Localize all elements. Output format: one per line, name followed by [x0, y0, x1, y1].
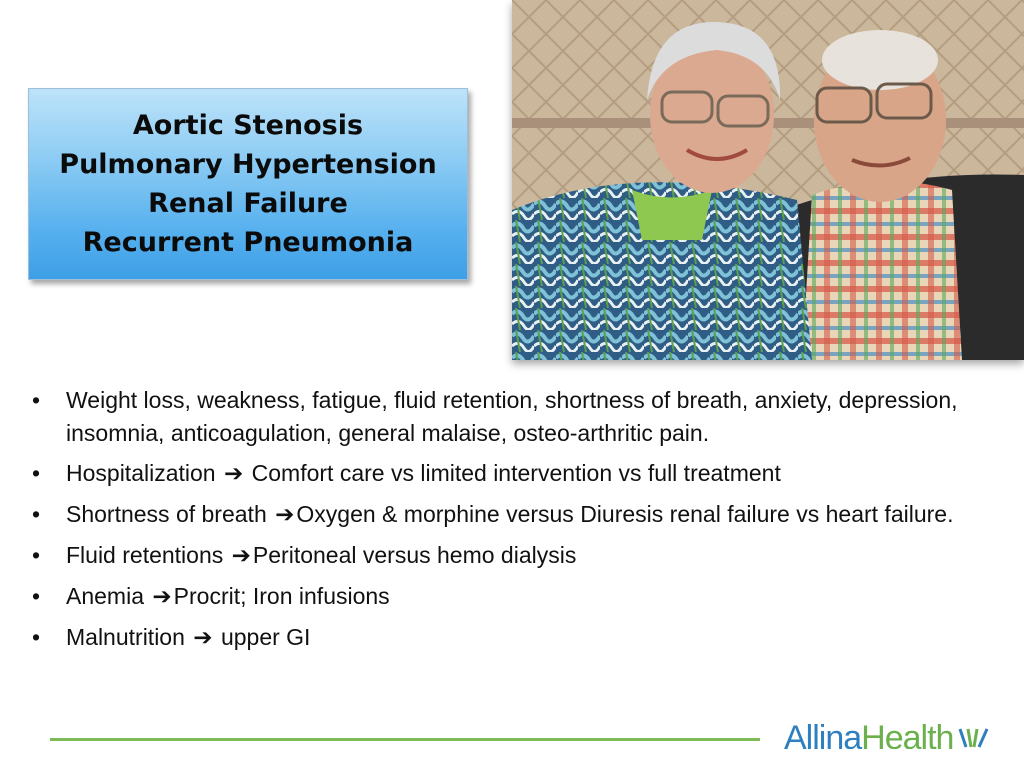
bullet-list [32, 384, 982, 662]
bullet-item-symptoms [32, 384, 982, 450]
bullet-icon: • [32, 624, 41, 650]
bullet-text-before: Malnutrition [66, 624, 192, 650]
elderly-couple-photo [512, 0, 1024, 360]
bullet-item-malnutrition [32, 621, 982, 655]
title-box [28, 88, 468, 280]
leaf-mark-icon [957, 727, 991, 749]
bullet-icon: • [32, 542, 41, 568]
bullet-text-before: Hospitalization [66, 460, 222, 486]
bullet-text-after: Procrit; Iron infusions [173, 583, 390, 609]
right-arrow-icon: ➔ [193, 625, 213, 651]
bullet-text-before: Anemia [66, 583, 151, 609]
bullet-icon: • [32, 460, 41, 486]
title-line-4: Recurrent Pneumonia [82, 227, 414, 258]
right-arrow-icon: ➔ [231, 543, 251, 569]
bullet-text-after: upper GI [214, 624, 311, 650]
bullet-item-shortness-of-breath [32, 498, 982, 532]
bullet-item-anemia [32, 580, 982, 614]
title-line-3: Renal Failure [148, 188, 348, 219]
right-arrow-icon: ➔ [223, 461, 244, 487]
logo-text-allina: Allina [784, 719, 862, 749]
bullet-text: Weight loss, weakness, fatigue, fluid retention, shortness of breath, anxiety, depression, insomnia, anticoagulation, general malaise, osteo-arthritic pain. [66, 387, 958, 446]
bullet-icon: • [32, 387, 41, 413]
allina-health-logo [784, 715, 991, 749]
right-arrow-icon: ➔ [152, 584, 172, 610]
title-line-1: Aortic Stenosis [132, 110, 364, 141]
title-line-2: Pulmonary Hypertension [59, 149, 437, 180]
footer-divider [50, 738, 760, 741]
right-arrow-icon: ➔ [275, 502, 295, 528]
logo-text-health: Health [861, 719, 954, 749]
bullet-icon: • [32, 583, 41, 609]
bullet-text-before: Shortness of breath [66, 501, 274, 527]
bullet-item-fluid-retentions [32, 539, 982, 573]
bullet-text-after: Oxygen & morphine versus Diuresis renal failure vs heart failure. [296, 501, 954, 527]
bullet-text-before: Fluid retentions [66, 542, 230, 568]
bullet-icon: • [32, 501, 41, 527]
bullet-text-after: Peritoneal versus hemo dialysis [252, 542, 577, 568]
bullet-text-after: Comfort care vs limited intervention vs full treatment [245, 460, 781, 486]
bullet-item-hospitalization [32, 457, 982, 491]
